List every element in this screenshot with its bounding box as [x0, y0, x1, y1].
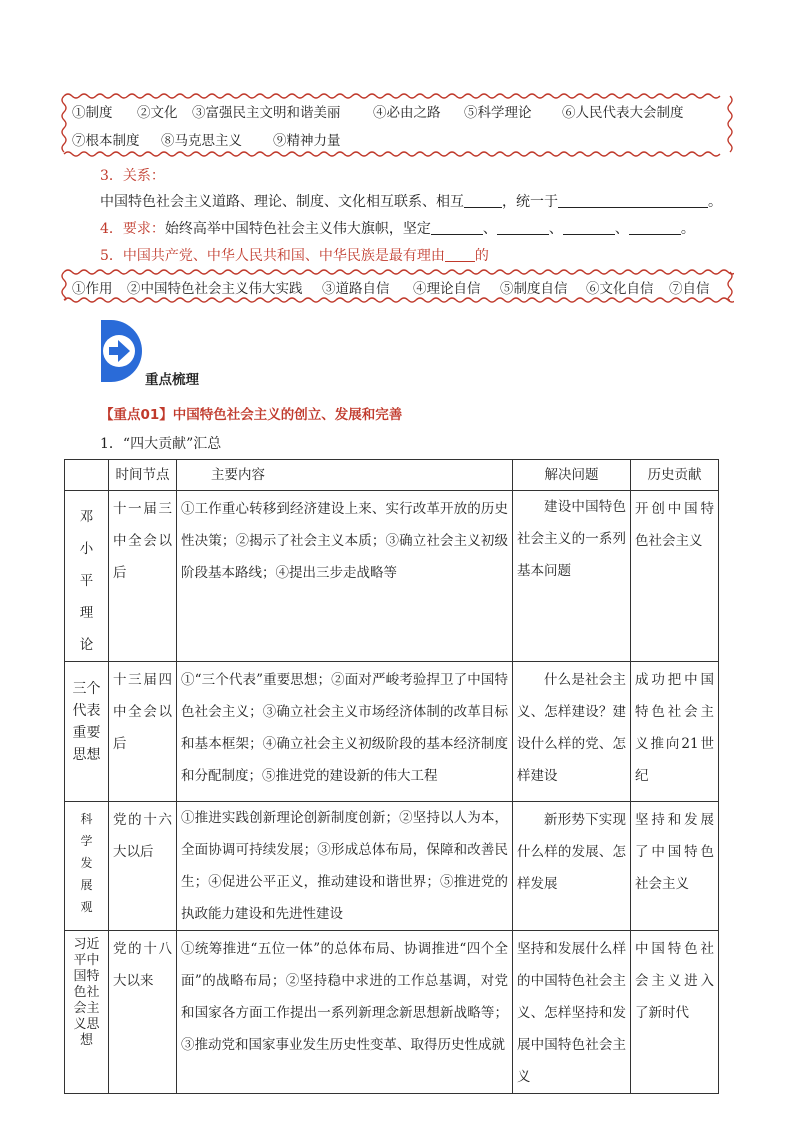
table-row	[65, 662, 719, 802]
answer-blank	[431, 233, 483, 235]
answer-blank	[629, 233, 681, 235]
option: ④理论自信	[413, 281, 481, 297]
problem-cell: 坚持和发展什么样的中国特色社会主义、怎样坚持和发展中国特色社会主义	[513, 931, 631, 1094]
theory-name: 科学发展观	[65, 802, 109, 931]
option: ③道路自信	[322, 281, 390, 297]
table-row	[65, 802, 719, 931]
contributions-table	[64, 459, 719, 1094]
contribution-cell: 中国特色社会主义进入了新时代	[631, 931, 719, 1094]
option: ①制度	[72, 105, 113, 121]
option: ⑤科学理论	[464, 105, 532, 121]
answer-options-box-2	[60, 268, 734, 304]
option: ⑨精神力量	[273, 133, 341, 149]
table-row	[65, 931, 719, 1094]
content-cell: ①推进实践创新理论创新制度创新；②坚持以人为本，全面协调可持续发展；③形成总体布局，保障和改善民生；④促进公平正义，推动建设和谐世界；⑤推进党的执政能力建设和先进性建设	[177, 802, 513, 931]
table-row	[65, 491, 719, 662]
table-header-row	[65, 460, 719, 491]
contribution-cell: 坚持和发展了中国特色社会主义	[631, 802, 719, 931]
time-cell: 十一届三中全会以后	[109, 491, 177, 662]
time-cell: 党的十八大以来	[109, 931, 177, 1094]
header-cell: 历史贡献	[631, 460, 719, 491]
problem-cell: 建设中国特色社会主义的一系列基本问题	[513, 491, 631, 662]
answer-blank	[497, 233, 549, 235]
option: ⑦自信	[669, 281, 710, 297]
header-cell: 主要内容	[177, 460, 513, 491]
item-4: 4．要求：始终高举中国特色社会主义伟大旗帜，坚定 、 、 、 。	[100, 221, 695, 237]
problem-cell: 新形势下实现什么样的发展、怎样发展	[513, 802, 631, 931]
content-cell: ①统筹推进“五位一体”的总体布局、协调推进“四个全面”的战略布局；②坚持稳中求进的工作总基调，对党和国家各方面工作提出一系列新理念新思想新战略等；③推动党和国家事业发生历史性变革、取得历史性成就	[177, 931, 513, 1094]
option: ⑦根本制度	[72, 133, 140, 149]
item-3-label: 3．关系：	[100, 168, 165, 184]
answer-blank	[464, 206, 502, 208]
option: ⑥文化自信	[586, 281, 654, 297]
contribution-cell: 成功把中国特色社会主义推向21世纪	[631, 662, 719, 802]
option: ④必由之路	[373, 105, 441, 121]
time-cell: 党的十六大以后	[109, 802, 177, 931]
theory-name: 习近平中国特色社会主义思想	[65, 931, 109, 1094]
answer-blank	[558, 206, 708, 208]
content-cell: ①工作重心转移到经济建设上来、实行改革开放的历史性决策；②揭示了社会主义本质；③确立社会主义初级阶段基本路线；④提出三步走战略等	[177, 491, 513, 662]
contribution-cell: 开创中国特色社会主义	[631, 491, 719, 662]
section-title: 重点梳理	[145, 372, 199, 388]
content-cell: ①“三个代表”重要思想；②面对严峻考验捍卫了中国特色社会主义；③确立社会主义市场经济体制的改革目标和基本框架；④确立社会主义初级阶段的基本经济制度和分配制度；⑤推进党的建设新的伟大工程	[177, 662, 513, 802]
header-cell: 解决问题	[513, 460, 631, 491]
item-3-text: 中国特色社会主义道路、理论、制度、文化相互联系、相互 ，统一于 。	[100, 194, 722, 210]
theory-name: 三个代表重要思想	[65, 662, 109, 802]
key-point-heading: 【重点01】中国特色社会主义的创立、发展和完善	[100, 407, 403, 423]
answer-options-box-1	[60, 92, 734, 158]
header-cell: 时间节点	[109, 460, 177, 491]
answer-blank	[563, 233, 615, 235]
option: ②中国特色社会主义伟大实践	[127, 281, 303, 297]
option: ①作用	[72, 281, 113, 297]
time-cell: 十三届四中全会以后	[109, 662, 177, 802]
item-5: 5．中国共产党、中华人民共和国、中华民族是最有理由 的	[100, 248, 489, 264]
arrow-circle-icon	[97, 318, 149, 384]
theory-name: 邓小平理论	[65, 491, 109, 662]
option: ⑤制度自信	[500, 281, 568, 297]
option: ②文化	[137, 105, 178, 121]
answer-blank	[445, 260, 475, 262]
problem-cell: 什么是社会主义、怎样建设？建设什么样的党、怎样建设	[513, 662, 631, 802]
option: ⑧马克思主义	[161, 133, 242, 149]
sub-heading: 1．“四大贡献”汇总	[100, 436, 222, 452]
header-cell	[65, 460, 109, 491]
option: ③富强民主文明和谐美丽	[192, 105, 341, 121]
option: ⑥人民代表大会制度	[562, 105, 684, 121]
